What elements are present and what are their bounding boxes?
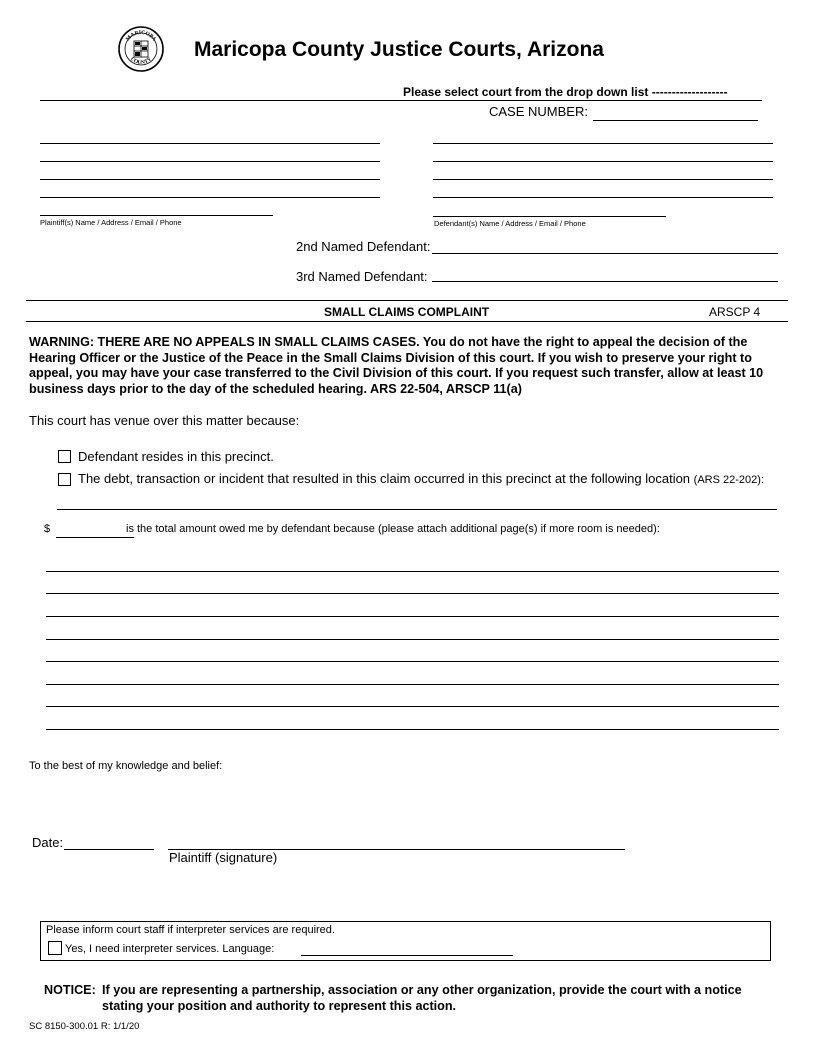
warning-text: WARNING: THERE ARE NO APPEALS IN SMALL CLAIMS CASES. You do not have the right to appeal the decision of the Hearing Officer or the Justice of the Peace in the Small Claims Division of this court. If you wish to preserve your right to appeal, you may have your case transferred to the Civil Division of this court. If you request such transfer, allow at least 10 business days prior to the day of the scheduled hearing. ARS 22-504, ARSCP 11(a) [29, 335, 764, 396]
notice-line-1: If you are representing a partnership, association or any other organization, provide the court with a notice [102, 983, 742, 997]
defendant-line-1[interactable] [433, 143, 773, 144]
venue-intro: This court has venue over this matter because: [29, 413, 300, 428]
notice-line-2: stating your position and authority to represent this action. [102, 999, 457, 1013]
notice-label: NOTICE: [44, 983, 96, 997]
date-label: Date: [32, 835, 64, 850]
form-code: ARSCP 4 [709, 305, 761, 319]
venue-option2-ref: (ARS 22-202): [693, 474, 764, 486]
currency-symbol: $ [44, 523, 51, 535]
reason-line-6[interactable] [46, 684, 779, 685]
plaintiff-line-5[interactable] [40, 215, 273, 216]
seal-bottom-text: COUNTY [129, 56, 153, 67]
plaintiff-line-1[interactable] [40, 143, 380, 144]
venue-option2-checkbox[interactable] [58, 473, 71, 486]
plaintiff-line-4[interactable] [40, 197, 380, 198]
second-defendant-label: 2nd Named Defendant: [296, 239, 431, 254]
case-number-label: CASE NUMBER: [489, 104, 588, 119]
form-title: SMALL CLAIMS COMPLAINT [324, 305, 490, 319]
plaintiff-line-3[interactable] [40, 179, 380, 180]
third-defendant-label: 3rd Named Defendant: [296, 269, 428, 284]
signature-label: Plaintiff (signature) [169, 850, 278, 865]
court-line [40, 100, 762, 101]
seal-top-text: MARICOPA [125, 29, 158, 43]
venue-option2-text: The debt, transaction or incident that resulted in this claim occurred in this precinct at the following location [78, 471, 691, 486]
reason-line-3[interactable] [46, 616, 779, 617]
belief-statement: To the best of my knowledge and belief: [29, 760, 223, 772]
third-defendant-field[interactable] [432, 281, 778, 282]
reason-line-4[interactable] [46, 639, 779, 640]
second-defendant-field[interactable] [432, 253, 778, 254]
venue-option1-checkbox[interactable] [58, 450, 71, 463]
amount-text: is the total amount owed me by defendant because (please attach additional page(s) if more room is needed): [126, 523, 660, 535]
form-number: SC 8150-300.01 R: 1/1/20 [29, 1021, 140, 1032]
defendant-caption: Defendant(s) Name / Address / Email / Phone [434, 219, 586, 228]
interpreter-option-label: Yes, I need interpreter services. Language: [65, 943, 275, 955]
defendant-line-5[interactable] [433, 216, 666, 217]
court-select-dropdown[interactable]: Please select court from the drop down list ------------------- [403, 85, 728, 99]
language-field[interactable] [301, 955, 513, 956]
title-rule-bottom [26, 321, 788, 322]
venue-location-field[interactable] [57, 509, 777, 510]
page-title: Maricopa County Justice Courts, Arizona [194, 38, 604, 61]
reason-line-2[interactable] [46, 593, 779, 594]
interpreter-note: Please inform court staff if interpreter services are required. [46, 924, 335, 936]
date-field[interactable] [64, 849, 154, 850]
reason-line-8[interactable] [46, 729, 779, 730]
defendant-line-2[interactable] [433, 161, 773, 162]
venue-option1-label: Defendant resides in this precinct. [78, 449, 274, 464]
title-rule-top [26, 300, 788, 301]
reason-line-5[interactable] [46, 661, 779, 662]
interpreter-checkbox[interactable] [48, 941, 62, 955]
plaintiff-caption: Plaintiff(s) Name / Address / Email / Phone [40, 218, 182, 227]
county-seal [118, 26, 164, 72]
plaintiff-line-2[interactable] [40, 161, 380, 162]
defendant-line-3[interactable] [433, 179, 773, 180]
amount-field[interactable] [56, 537, 134, 538]
reason-line-1[interactable] [46, 571, 779, 572]
venue-option2-label [78, 471, 764, 486]
reason-line-7[interactable] [46, 706, 779, 707]
defendant-line-4[interactable] [433, 197, 773, 198]
case-number-field[interactable] [593, 120, 758, 121]
